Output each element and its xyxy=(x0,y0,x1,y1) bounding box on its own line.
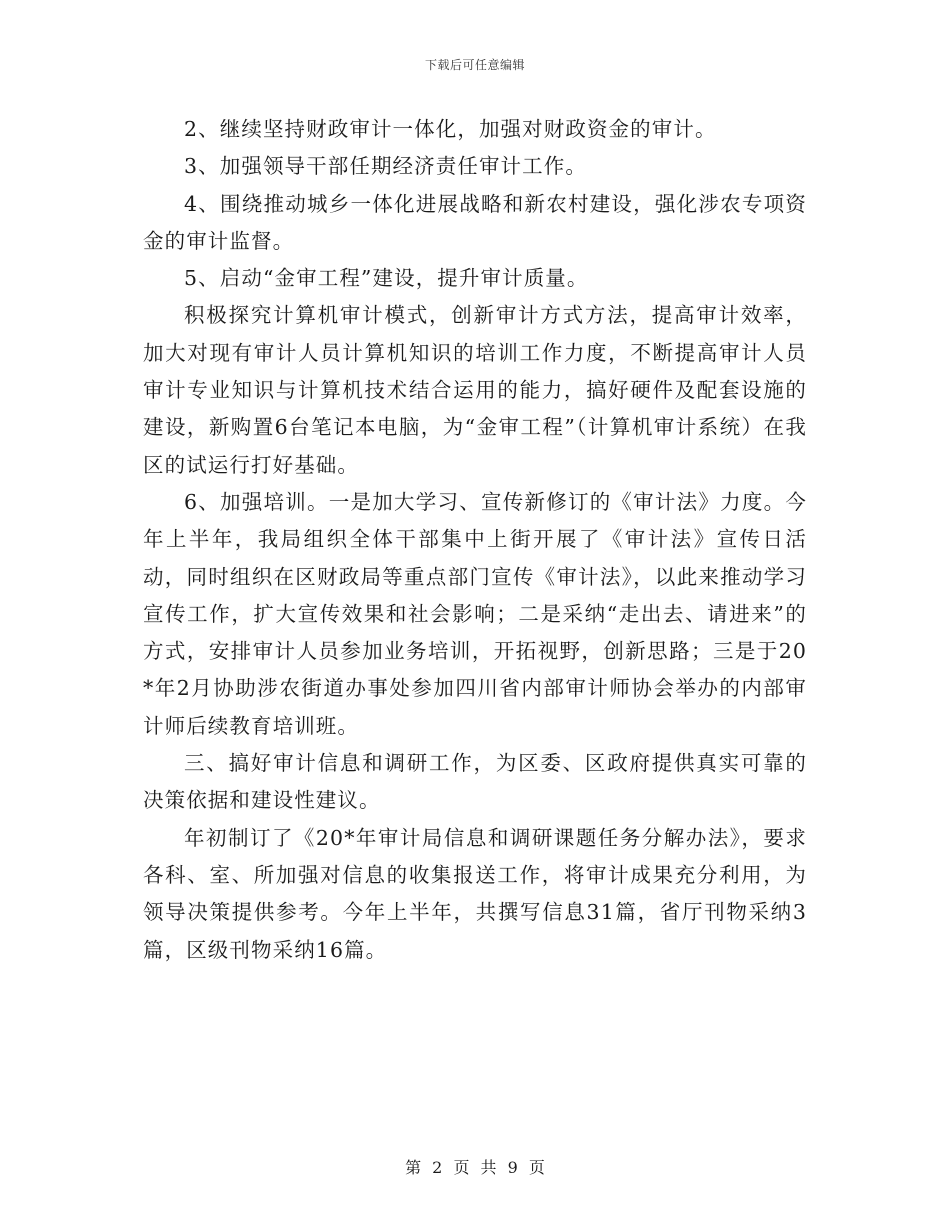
section-heading-3: 三、搞好审计信息和调研工作，为区委、区政府提供真实可靠的决策依据和建设性建议。 xyxy=(143,751,807,813)
paragraph-info-research: 年初制订了《20*年审计局信息和调研课题任务分解办法》，要求各科、室、所加强对信息的收集报送工作，将审计成果充分利用，为领导决策提供参考。今年上半年，共撰写信息31篇，省厅刊物采纳3篇，区级刊物采纳16篇。 xyxy=(143,825,807,962)
paragraph-item-4: 4、围绕推动城乡一体化进展战略和新农村建设，强化涉农专项资金的审计监督。 xyxy=(143,191,807,253)
page-number: 第 2 页 共 9 页 xyxy=(405,1158,545,1177)
paragraph-item-6-training: 6、加强培训。一是加大学习、宣传新修订的《审计法》力度。今年上半年，我局组织全体干部集中上街开展了《审计法》宣传日活动，同时组织在区财政局等重点部门宣传《审计法》，以此来推动学习宣传工作，扩大宣传效果和社会影响；二是采纳“走出去、请进来”的方式，安排审计人员参加业务培训，开拓视野，创新思路；三是于20*年2月协助涉农街道办事处参加四川省内部审计师协会举办的内部审计师后续教育培训班。 xyxy=(143,489,807,738)
paragraph-computer-audit: 积极探究计算机审计模式，创新审计方式方法，提高审计效率，加大对现有审计人员计算机知识的培训工作力度，不断提高审计人员审计专业知识与计算机技术结合运用的能力，搞好硬件及配套设施的建设，新购置6台笔记本电脑，为“金审工程”（计算机审计系统）在我区的试运行打好基础。 xyxy=(143,303,807,477)
page-header: 下载后可任意编辑 xyxy=(424,58,525,72)
paragraph-item-5: 5、启动“金审工程”建设，提升审计质量。 xyxy=(184,266,589,291)
paragraph-item-2: 2、继续坚持财政审计一体化，加强对财政资金的审计。 xyxy=(184,117,717,141)
paragraph-item-3: 3、加强领导干部任期经济责任审计工作。 xyxy=(184,154,587,179)
document-body xyxy=(143,111,807,969)
